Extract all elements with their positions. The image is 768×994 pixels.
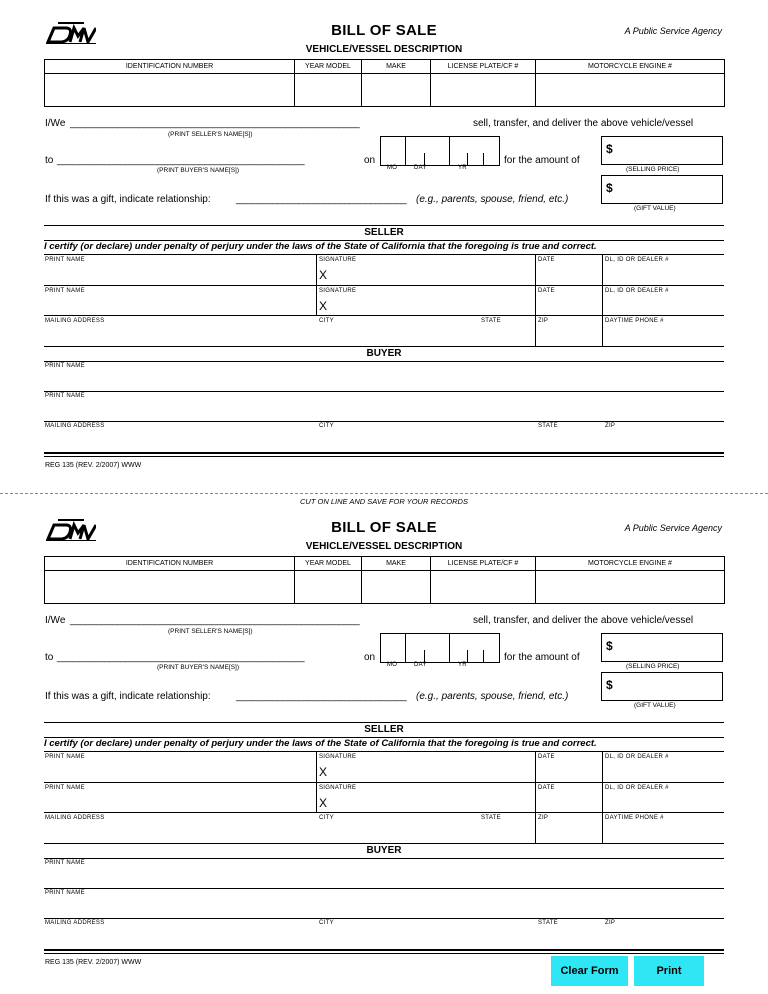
sale-date-field[interactable] <box>380 136 500 166</box>
buyer-2-name-field[interactable] <box>44 889 724 918</box>
city-label: CITY <box>319 815 334 821</box>
buyer-state-field[interactable] <box>536 919 602 949</box>
amount-text: for the amount of <box>504 155 580 166</box>
col-year-model: YEAR MODEL <box>295 60 362 74</box>
mailing-address-label: MAILING ADDRESS <box>45 815 105 821</box>
vehicle-description-table <box>44 556 725 604</box>
sell-transfer-text: sell, transfer, and deliver the above vehicle/vessel <box>473 118 694 129</box>
form-title: BILL OF SALE <box>331 519 437 536</box>
seller-state-field[interactable] <box>480 316 534 346</box>
seller-2-name-field[interactable] <box>44 286 314 315</box>
dl-id-label: DL, ID OR DEALER # <box>605 785 669 791</box>
on-label: on <box>364 652 376 663</box>
divider <box>44 346 724 347</box>
mailing-address-label: MAILING ADDRESS <box>45 423 105 429</box>
year-model-field[interactable] <box>295 571 362 604</box>
divider <box>44 949 724 951</box>
to-label: to <box>45 155 54 166</box>
mailing-address-label: MAILING ADDRESS <box>45 920 105 926</box>
date-label: DATE <box>538 288 555 294</box>
divider <box>44 452 724 454</box>
zip-label: ZIP <box>538 318 549 324</box>
divider <box>602 255 603 346</box>
seller-name-hint: (PRINT SELLER'S NAME[S]) <box>168 131 253 138</box>
dl-id-label: DL, ID OR DEALER # <box>605 257 669 263</box>
selling-price-field[interactable] <box>601 633 723 662</box>
gift-value-field[interactable] <box>601 175 723 204</box>
vehicle-description-heading: VEHICLE/VESSEL DESCRIPTION <box>305 44 463 55</box>
motorcycle-engine-field[interactable] <box>536 571 725 604</box>
print-name-label: PRINT NAME <box>45 754 85 760</box>
col-motorcycle-engine: MOTORCYCLE ENGINE # <box>536 60 725 74</box>
buyer-mailing-address-field[interactable] <box>44 919 316 949</box>
print-name-label: PRINT NAME <box>45 393 85 399</box>
seller-heading: SELLER <box>364 227 404 238</box>
amount-text: for the amount of <box>504 652 580 663</box>
seller-2-dl-field[interactable] <box>604 783 724 812</box>
seller-name-field[interactable]: _______________________________________________________ <box>70 118 360 129</box>
state-label: STATE <box>538 920 558 926</box>
form-id: REG 135 (REV. 2/2007) WWW <box>45 462 142 469</box>
buyer-heading: BUYER <box>366 845 402 856</box>
seller-1-date-field[interactable] <box>536 255 600 285</box>
sale-date-field[interactable] <box>380 633 500 663</box>
seller-2-signature-field[interactable] <box>318 286 534 315</box>
zip-label: ZIP <box>605 920 616 926</box>
print-name-label: PRINT NAME <box>45 363 85 369</box>
divider <box>44 953 724 954</box>
buyer-1-name-field[interactable] <box>44 859 724 888</box>
form-id: REG 135 (REV. 2/2007) WWW <box>45 959 142 966</box>
identification-number-field[interactable] <box>45 74 295 107</box>
buyer-name-field[interactable]: _______________________________________________ <box>57 652 305 663</box>
sell-transfer-text: sell, transfer, and deliver the above vehicle/vessel <box>473 615 694 626</box>
zip-label: ZIP <box>538 815 549 821</box>
gift-relationship-field[interactable]: _________________________________ <box>236 691 407 702</box>
signature-x-mark: X <box>319 796 328 810</box>
dollar-sign: $ <box>606 678 613 692</box>
on-label: on <box>364 155 376 166</box>
signature-label: SIGNATURE <box>319 257 357 263</box>
seller-2-name-field[interactable] <box>44 783 314 812</box>
year-model-field[interactable] <box>295 74 362 107</box>
seller-name-hint: (PRINT SELLER'S NAME[S]) <box>168 628 253 635</box>
divider <box>316 752 317 812</box>
print-name-label: PRINT NAME <box>45 860 85 866</box>
dollar-sign: $ <box>606 181 613 195</box>
col-make: MAKE <box>362 557 431 571</box>
selling-price-field[interactable] <box>601 136 723 165</box>
iwe-label: I/We <box>45 615 66 626</box>
state-label: STATE <box>481 318 501 324</box>
state-label: STATE <box>481 815 501 821</box>
signature-label: SIGNATURE <box>319 754 357 760</box>
col-license-plate: LICENSE PLATE/CF # <box>431 60 536 74</box>
agency-tagline: A Public Service Agency <box>624 523 722 533</box>
city-label: CITY <box>319 423 334 429</box>
gift-relationship-text: If this was a gift, indicate relationship: <box>45 194 211 205</box>
signature-label: SIGNATURE <box>319 785 357 791</box>
dollar-sign: $ <box>606 639 613 653</box>
print-name-label: PRINT NAME <box>45 890 85 896</box>
seller-name-field[interactable]: _______________________________________________________ <box>70 615 360 626</box>
seller-1-dl-field[interactable] <box>604 255 724 285</box>
seller-1-date-field[interactable] <box>536 752 600 782</box>
identification-number-field[interactable] <box>45 571 295 604</box>
to-label: to <box>45 652 54 663</box>
print-name-label: PRINT NAME <box>45 785 85 791</box>
seller-phone-field[interactable] <box>604 316 724 346</box>
seller-phone-field[interactable] <box>604 813 724 843</box>
make-field[interactable] <box>362 74 431 107</box>
buyer-city-field[interactable] <box>318 919 534 949</box>
date-label: DATE <box>538 785 555 791</box>
buyer-zip-field[interactable] <box>604 919 724 949</box>
phone-label: DAYTIME PHONE # <box>605 318 664 324</box>
seller-2-signature-field[interactable] <box>318 783 534 812</box>
mailing-address-label: MAILING ADDRESS <box>45 318 105 324</box>
form-title: BILL OF SALE <box>331 22 437 39</box>
seller-mailing-address-field[interactable] <box>44 813 314 843</box>
col-motorcycle-engine: MOTORCYCLE ENGINE # <box>536 557 725 571</box>
gift-value-hint: (GIFT VALUE) <box>634 205 676 212</box>
perjury-certification: I certify (or declare) under penalty of perjury under the laws of the State of California that the foregoing is true and correct. <box>44 738 597 749</box>
buyer-zip-field[interactable] <box>604 422 724 452</box>
seller-1-name-field[interactable] <box>44 752 314 782</box>
divider <box>316 255 317 315</box>
col-identification-number: IDENTIFICATION NUMBER <box>45 557 295 571</box>
date-label: DATE <box>538 754 555 760</box>
print-button[interactable]: Print <box>634 956 704 986</box>
divider <box>602 752 603 843</box>
zip-label: ZIP <box>605 423 616 429</box>
print-name-label: PRINT NAME <box>45 257 85 263</box>
seller-2-dl-field[interactable] <box>604 286 724 315</box>
state-label: STATE <box>538 423 558 429</box>
selling-price-hint: (SELLING PRICE) <box>626 663 680 670</box>
dollar-sign: $ <box>606 142 613 156</box>
gift-value-field[interactable] <box>601 672 723 701</box>
gift-relationship-field[interactable]: _________________________________ <box>236 194 407 205</box>
gift-value-hint: (GIFT VALUE) <box>634 702 676 709</box>
buyer-name-hint: (PRINT BUYER'S NAME[S]) <box>157 167 240 174</box>
seller-1-name-field[interactable] <box>44 255 314 285</box>
seller-mailing-address-field[interactable] <box>44 316 314 346</box>
date-yr-label: YR <box>458 662 467 668</box>
bill-of-sale-copy-2 <box>0 497 768 994</box>
seller-1-signature-field[interactable] <box>318 255 534 285</box>
col-identification-number: IDENTIFICATION NUMBER <box>45 60 295 74</box>
buyer-name-hint: (PRINT BUYER'S NAME[S]) <box>157 664 240 671</box>
cut-instruction: CUT ON LINE AND SAVE FOR YOUR RECORDS <box>300 497 468 506</box>
clear-form-button[interactable]: Clear Form <box>551 956 628 986</box>
print-name-label: PRINT NAME <box>45 288 85 294</box>
divider <box>535 255 536 346</box>
agency-tagline: A Public Service Agency <box>624 26 722 36</box>
seller-1-dl-field[interactable] <box>604 752 724 782</box>
buyer-name-field[interactable]: _______________________________________________ <box>57 155 305 166</box>
perjury-certification: I certify (or declare) under penalty of perjury under the laws of the State of California that the foregoing is true and correct. <box>44 241 597 252</box>
phone-label: DAYTIME PHONE # <box>605 815 664 821</box>
license-plate-field[interactable] <box>431 571 536 604</box>
iwe-label: I/We <box>45 118 66 129</box>
col-make: MAKE <box>362 60 431 74</box>
city-label: CITY <box>319 920 334 926</box>
seller-1-signature-field[interactable] <box>318 752 534 782</box>
buyer-city-field[interactable] <box>318 422 534 452</box>
vehicle-description-heading: VEHICLE/VESSEL DESCRIPTION <box>305 541 463 552</box>
date-day-label: DAY <box>414 165 427 171</box>
divider <box>535 752 536 843</box>
buyer-heading: BUYER <box>366 348 402 359</box>
date-day-label: DAY <box>414 662 427 668</box>
divider <box>44 456 724 457</box>
gift-relationship-text: If this was a gift, indicate relationship: <box>45 691 211 702</box>
date-mo-label: MO <box>387 662 398 668</box>
signature-x-mark: X <box>319 299 328 313</box>
signature-x-mark: X <box>319 268 328 282</box>
license-plate-field[interactable] <box>431 74 536 107</box>
buyer-mailing-address-field[interactable] <box>44 422 316 452</box>
gift-examples: (e.g., parents, spouse, friend, etc.) <box>416 194 569 205</box>
divider <box>44 722 724 723</box>
buyer-state-field[interactable] <box>536 422 602 452</box>
vehicle-description-table <box>44 59 725 107</box>
seller-2-date-field[interactable] <box>536 286 600 315</box>
date-mo-label: MO <box>387 165 398 171</box>
col-year-model: YEAR MODEL <box>295 557 362 571</box>
dl-id-label: DL, ID OR DEALER # <box>605 288 669 294</box>
seller-zip-field[interactable] <box>536 813 600 843</box>
buyer-1-name-field[interactable] <box>44 362 724 391</box>
col-license-plate: LICENSE PLATE/CF # <box>431 557 536 571</box>
seller-2-date-field[interactable] <box>536 783 600 812</box>
signature-label: SIGNATURE <box>319 288 357 294</box>
seller-zip-field[interactable] <box>536 316 600 346</box>
divider <box>44 225 724 226</box>
seller-city-field[interactable] <box>318 813 478 843</box>
dl-id-label: DL, ID OR DEALER # <box>605 754 669 760</box>
gift-examples: (e.g., parents, spouse, friend, etc.) <box>416 691 569 702</box>
date-yr-label: YR <box>458 165 467 171</box>
seller-heading: SELLER <box>364 724 404 735</box>
cut-line <box>0 493 768 494</box>
selling-price-hint: (SELLING PRICE) <box>626 166 680 173</box>
motorcycle-engine-field[interactable] <box>536 74 725 107</box>
divider <box>44 843 724 844</box>
seller-state-field[interactable] <box>480 813 534 843</box>
make-field[interactable] <box>362 571 431 604</box>
date-label: DATE <box>538 257 555 263</box>
city-label: CITY <box>319 318 334 324</box>
seller-city-field[interactable] <box>318 316 478 346</box>
signature-x-mark: X <box>319 765 328 779</box>
buyer-2-name-field[interactable] <box>44 392 724 421</box>
